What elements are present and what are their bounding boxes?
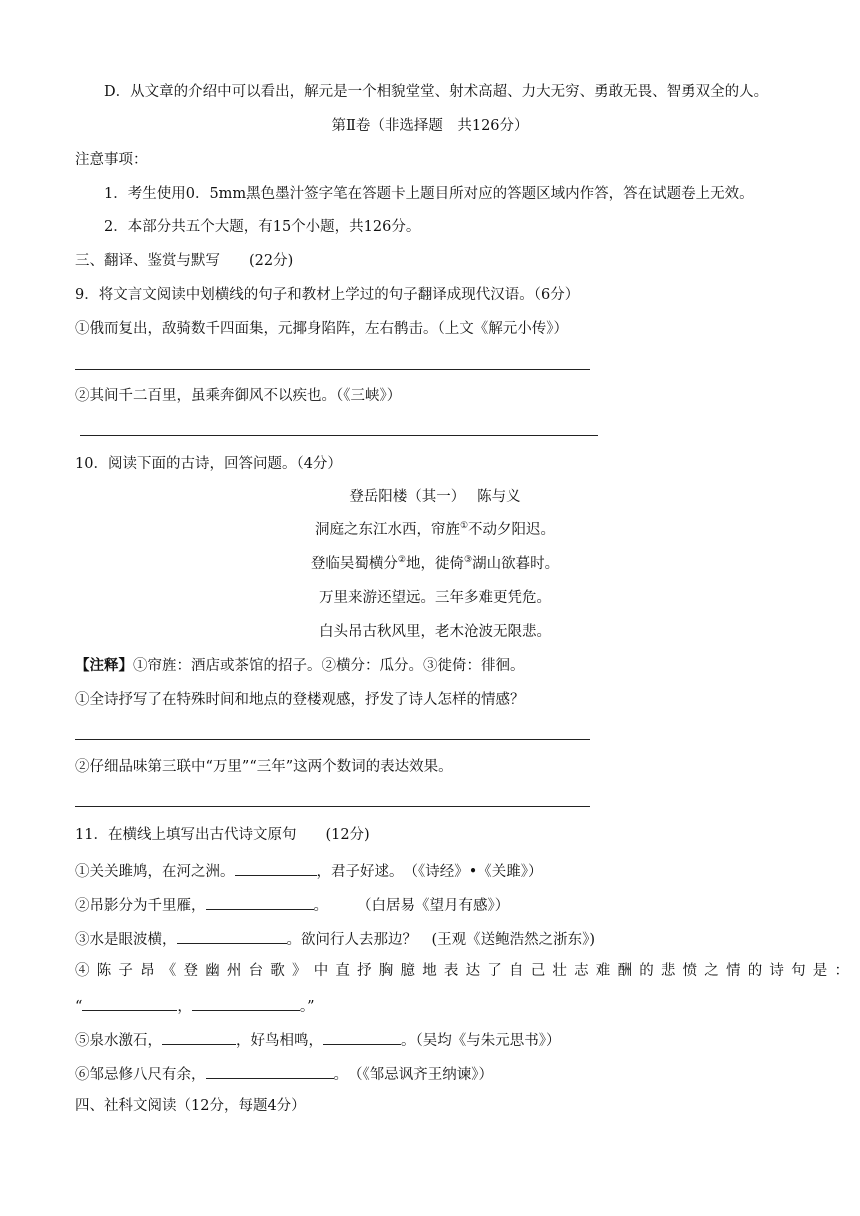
part-three-heading: 三、翻译、鉴赏与默写 (22分) (75, 253, 294, 269)
question-11-item-2: ②吊影分为千里雁， 。 （白居易《望月有感》） (75, 893, 509, 916)
question-11-item-3: ③水是眼波横， 。欲问行人去那边？ (王观《送鲍浩然之浙东》) (75, 927, 595, 950)
question-9-item-1: ①俄而复出，敌骑数千四面集，元揶身陷阵，左右鹘击。（上文《解元小传》） (75, 321, 568, 337)
question-11: 11．在横线上填写出古代诗文原句 (12分) (75, 827, 370, 843)
fill-blank (206, 893, 314, 910)
poem-line-1: 洞庭之东江水西，帘旌①不动夕阳迟。 (314, 521, 556, 538)
poem-notes (75, 656, 525, 676)
notes-label: 【注释】 (75, 657, 133, 674)
poem-title: 登岳阳楼（其一） 陈与义 (349, 489, 521, 505)
answer-line (75, 739, 590, 740)
question-9-item-2: ②其间千二百里，虽乘奔御风不以疾也。（《三峡》） (75, 388, 402, 404)
part-four-heading: 四、社科文阅读（12分，每题4分） (75, 1098, 306, 1114)
question-10: 10．阅读下面的古诗，回答问题。（4分） (75, 456, 342, 472)
fill-blank (82, 994, 177, 1011)
fill-blank (323, 1028, 401, 1045)
answer-line (75, 806, 590, 807)
section-title: 第Ⅱ卷（非选择题 共126分） (331, 118, 529, 134)
question-11-item-4: ④陈子昂《登幽州台歌》中直抒胸臆地表达了自己壮志难酬的悲愤之情的诗句是： (75, 963, 857, 979)
fill-blank (235, 859, 317, 876)
question-10-item-2: ②仔细品味第三联中“万里”“三年”这两个数词的表达效果。 (75, 759, 453, 775)
option-d-text: D．从文章的介绍中可以看出，解元是一个相貌堂堂、射术高超、力大无穷、勇敢无畏、智勇双全的人。 (104, 84, 769, 100)
poem-line-3: 万里来游还望远。三年多难更凭危。 (319, 590, 551, 606)
question-10-item-1: ①全诗抒写了在特殊时间和地点的登楼观感，抒发了诗人怎样的情感？ (75, 692, 525, 708)
answer-line (80, 435, 598, 436)
fill-blank (206, 1062, 334, 1079)
note-item-2: 2．本部分共五个大题，有15个小题，共126分。 (104, 219, 421, 235)
poem-line-2: 登临吴蜀横分②地，徙倚③湖山欲暮时。 (310, 555, 560, 572)
notes-text: ①帘旌：酒店或茶馆的招子。②横分：瓜分。③徙倚：徘徊。 (133, 658, 525, 674)
fill-blank (162, 1028, 236, 1045)
question-11-item-4-blanks: “ ， 。” (75, 994, 315, 1017)
question-11-item-6: ⑥邹忌修八尺有余， 。 （《邹忌讽齐王纳谏》） (75, 1062, 493, 1085)
question-11-item-5: ⑤泉水激石， ，好鸟相鸣， 。（吴均《与朱元思书》） (75, 1028, 561, 1051)
answer-line (75, 369, 590, 370)
question-11-item-1: ①关关雎鸠，在河之洲。 ，君子好逑。 （《诗经》•《关雎》） (75, 859, 543, 882)
fill-blank (177, 927, 287, 944)
fill-blank (192, 994, 300, 1011)
poem-line-4: 白头吊古秋风里，老木沧波无限悲。 (319, 624, 551, 640)
question-9: 9．将文言文阅读中划横线的句子和教材上学过的句子翻译成现代汉语。（6分） (75, 287, 580, 303)
note-item-1: 1．考生使用0．5mm黑色墨汁签字笔在答题卡上题目所对应的答题区域内作答，答在试题卷上无效。 (104, 186, 754, 202)
notes-heading: 注意事项： (75, 152, 148, 168)
